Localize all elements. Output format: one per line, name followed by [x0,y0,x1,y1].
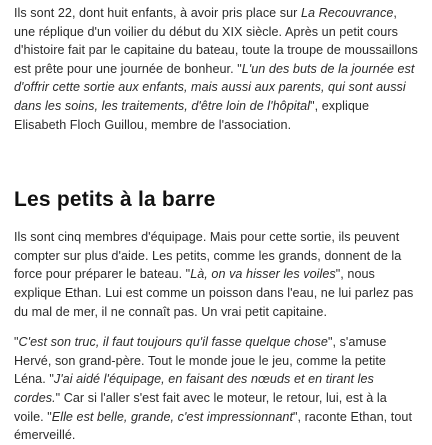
quote-text: L'un des buts de la journée est d'offrir cette sortie aux enfants, mais aussi aux parents, qui sont aussi dans les soins, les traitements, d'être loin de l'hôpital [14,61,415,113]
paragraph-text: " Car si l'aller s'est fait avec le moteur, le retour, lui, est à la voile. " [14,390,387,424]
paragraph-text: Ils sont 22, dont huit enfants, à avoir pris place sur [14,6,301,20]
paragraph-text: ", raconte Ethan, tout émerveillé. [14,409,412,443]
article-paragraph-2 [14,228,418,321]
quote-text: J'ai aidé l'équipage, en faisant des nœuds et en tirant les cordes. [14,372,374,405]
paragraph-text: ", nous explique Ethan. Lui est comme un poisson dans l'eau, ne lui parlez pas du mal de mer, il ne connaît pas. Un vrai petit capitaine. [14,267,414,319]
paragraph-text: ", s'amuse Hervé, son grand-père. Tout le monde joue le jeu, comme la petite Léna. " [14,335,387,387]
paragraph-text: , une réplique d'un voilier du début du XIX siècle. Après un petit cours d'histoire fait par le capitaine du bateau, toute la troupe de moussaillons est prête pour une journée de bonheur. " [14,6,418,76]
quote-text: Là, on va hisser les voiles [190,267,336,282]
section-heading: Les petits à la barre [14,188,216,212]
paragraph-text: " [14,335,19,350]
boat-name: La Recouvrance [300,6,394,20]
article-paragraph-3 [14,333,418,445]
paragraph-text: ", explique Elisabeth Floch Guillou, membre de l'association. [14,98,370,132]
paragraph-text: Ils sont cinq membres d'équipage. Mais pour cette sortie, ils peuvent compter sur plus d'aide. Les petits, comme les grands, donnent de la force pour préparer le bateau. " [14,230,402,282]
quote-text: Elle est belle, grande, c'est impressionnant [51,409,293,424]
article-paragraph-1 [14,0,418,134]
quote-text: C'est son truc, il faut toujours qu'il fasse quelque chose [18,335,328,350]
